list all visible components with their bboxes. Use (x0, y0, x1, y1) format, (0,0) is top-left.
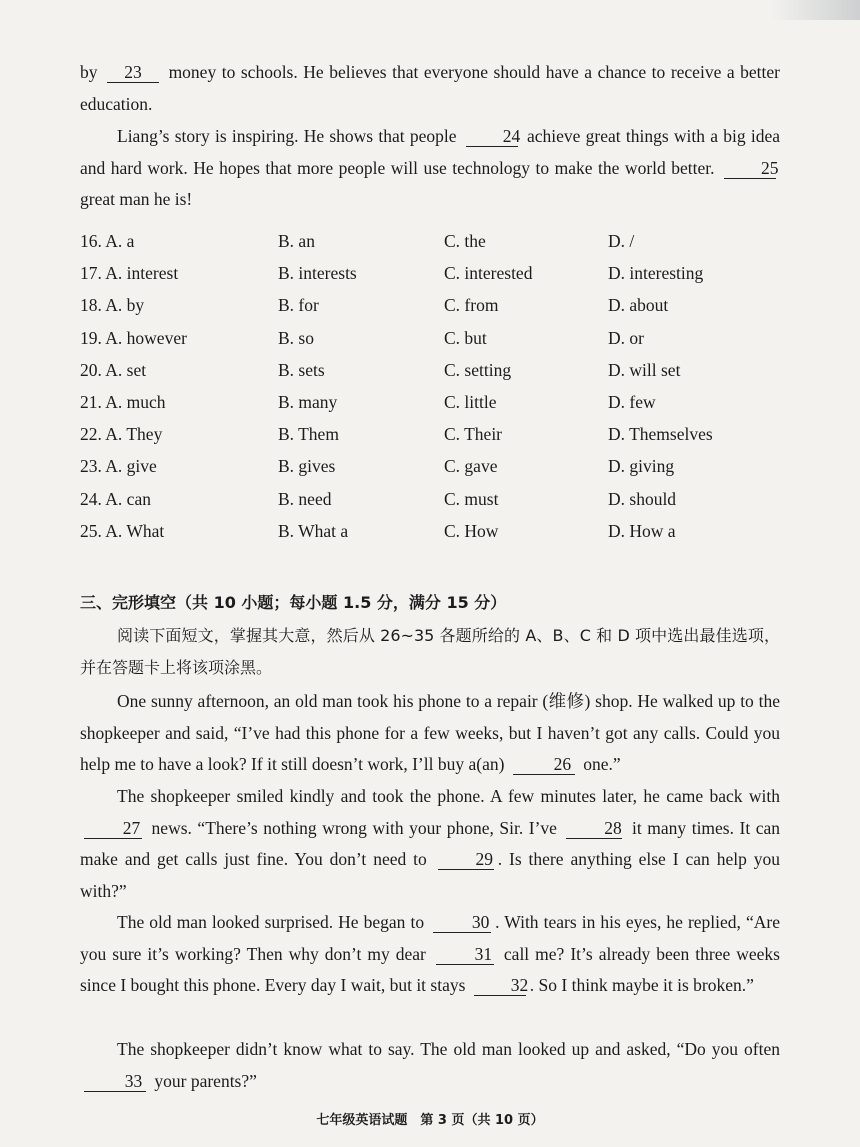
option-c: C. the (444, 231, 486, 251)
text: great man he is! (80, 189, 193, 209)
text: . So I think maybe it is broken.” (529, 975, 754, 995)
option-d: D. / (608, 231, 635, 251)
text: The shopkeeper smiled kindly and took the phone. A few minutes later, he came back with (117, 786, 780, 806)
option-c: C. but (444, 327, 487, 348)
option-b: B. gives (278, 456, 336, 477)
option-a: 16. A. a (80, 231, 135, 251)
blank-33: 33 (84, 1071, 146, 1092)
option-d: D. should (608, 488, 677, 509)
blank-28: 28 (566, 818, 622, 839)
option-b: B. so (278, 327, 314, 348)
option-c: C. How (444, 520, 499, 541)
cloze-paragraph-3 (80, 907, 780, 1002)
option-d: D. few (608, 391, 656, 412)
option-a: 24. A. can (80, 488, 151, 509)
page-footer: 七年级英语试题 第 3 页（共 10 页） (316, 1113, 544, 1128)
text: . With tears in his eyes, he replied, “Are you sure it’s working? Then why don’t my dear (80, 912, 780, 964)
text: by (80, 62, 98, 82)
cloze-paragraph-4 (80, 1034, 780, 1097)
text: The shopkeeper didn’t know what to say. The old man looked up and asked, “Do you often (117, 1039, 780, 1059)
option-a: 18. A. by (80, 295, 145, 316)
option-row (80, 392, 780, 424)
option-a: 22. A. They (80, 424, 163, 445)
option-c: C. from (444, 295, 499, 316)
passage-paragraph-1 (80, 57, 780, 120)
option-b: B. many (278, 391, 338, 412)
option-c: C. Their (444, 424, 503, 445)
option-d: D. Themselves (608, 424, 713, 445)
option-c: C. setting (444, 359, 512, 380)
option-b: B. What a (278, 520, 349, 541)
text: news. “There’s nothing wrong with your phone, Sir. I’ve (151, 817, 557, 838)
option-c: C. little (444, 391, 497, 412)
option-a: 25. A. What (80, 520, 165, 541)
option-a: 23. A. give (80, 456, 157, 477)
blank-32: 32 (474, 975, 526, 996)
option-b: B. for (278, 295, 319, 316)
option-b: B. Them (278, 424, 339, 445)
scan-shadow (770, 0, 860, 20)
option-d: D. How a (608, 520, 676, 541)
option-row (80, 489, 780, 521)
option-b: B. interests (278, 263, 357, 284)
blank-23: 23 (107, 62, 159, 83)
option-row (80, 328, 780, 360)
option-row (80, 360, 780, 392)
text: achieve great things with a big idea and hard work. He hopes that more people will use technology to make the world better. (80, 126, 781, 178)
option-d: D. or (608, 327, 644, 348)
option-b: B. an (278, 231, 315, 251)
option-c: C. gave (444, 456, 498, 477)
blank-27: 27 (84, 818, 142, 839)
option-row (80, 263, 780, 295)
blank-25: 25 (724, 158, 776, 179)
option-a: 19. A. however (80, 327, 187, 348)
option-row (80, 231, 780, 263)
blank-24: 24 (466, 126, 518, 147)
option-row (80, 295, 780, 327)
blank-26: 26 (513, 754, 575, 775)
section-title: 三、完形填空（共 10 小题；每小题 1.5 分，满分 15 分） (80, 593, 507, 612)
option-c: C. interested (444, 263, 533, 284)
cloze-paragraph-1 (80, 686, 780, 781)
blank-31: 31 (436, 944, 494, 965)
option-d: D. giving (608, 456, 675, 477)
text: One sunny afternoon, an old man took his phone to a repair (维修) shop. He walked up to the shopkeeper and said, “I’ve had this phone for a few weeks, but I haven’t got any calls. Could you help me to have a look? If it still doesn’t work, I’ll buy a(an) (80, 691, 780, 774)
option-a: 20. A. set (80, 359, 147, 380)
answer-options (80, 231, 780, 553)
text: . Is there anything else I can help you with?” (80, 849, 780, 901)
option-b: B. need (278, 488, 332, 509)
option-d: D. about (608, 295, 669, 316)
passage-paragraph-2 (80, 121, 780, 216)
option-d: D. will set (608, 359, 681, 380)
text: one.” (583, 754, 621, 774)
option-a: 21. A. much (80, 391, 166, 412)
option-b: B. sets (278, 359, 325, 380)
option-row (80, 521, 780, 553)
option-c: C. must (444, 488, 499, 509)
option-d: D. interesting (608, 263, 704, 284)
text: it many times. It can make and get calls just fine. You don’t need to (80, 817, 781, 869)
option-row (80, 424, 780, 456)
blank-30: 30 (433, 912, 491, 933)
option-a: 17. A. interest (80, 263, 179, 284)
text: money to schools. He believes that everyone should have a chance to receive a better education. (80, 62, 780, 114)
blank-29: 29 (438, 849, 494, 870)
text: call me? It’s already been three weeks since I bought this phone. Every day I wait, but it stays (80, 943, 780, 995)
text: The old man looked surprised. He began to (117, 912, 425, 932)
text: Liang’s story is inspiring. He shows that people (117, 126, 457, 146)
section-instruction: 阅读下面短文，掌握其大意，然后从 26~35 各题所给的 A、B、C 和 D 项中选出最佳选项，并在答题卡上将该项涂黑。 (80, 626, 780, 677)
cloze-paragraph-2 (80, 781, 780, 907)
text: your parents?” (154, 1070, 257, 1091)
option-row (80, 456, 780, 488)
